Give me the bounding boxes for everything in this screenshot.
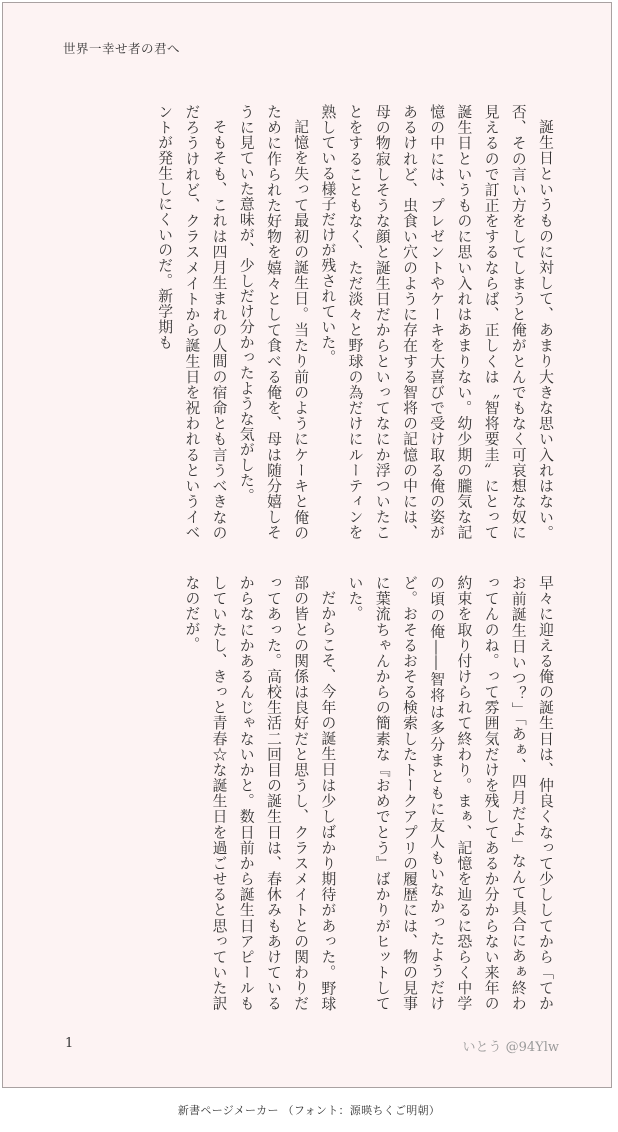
page-number: 1	[65, 1036, 74, 1051]
paragraph: だからこそ、今年の誕生日は少しばかり期待があった。野球部の皆との関係は良好だと思うし、クラスメイトとの関わりだってあった。高校生活二回目の誕生日は、春休みもあけているからなにかあるんじゃないかと。数日前から誕生日アピールもしていたし、きっと青春☆な誕生日を過ごせると思っていた訳なのだが。	[183, 575, 337, 1011]
author-credit: いとう @94Ylw	[462, 1040, 559, 1055]
text-column-top	[65, 104, 559, 540]
paragraph: 早々に迎える俺の誕生日は、仲良くなって少ししてから「てかお前誕生日いつ？」「あぁ、四月だよ」なんて具合にあぁ終わってんのね。って雰囲気だけを残してあるか分からない来年の約束を取り付けられて終わり。まぁ、記憶を辿るに恐らく中学の頃の俺――智将は多分まともに友人もいなかったようだけど。おそるおそる検索したトークアプリの履歴には、物の見事に葉流ちゃんからの簡素な『おめでとう』ばかりがヒットしていた。	[346, 575, 554, 1011]
page-title: 世界一幸せ者の君へ	[63, 41, 181, 56]
text-column-bottom	[65, 575, 559, 1011]
footer-credit: 新書ページメーカー （フォント：源暎ちくご明朝）	[177, 1104, 441, 1117]
book-page	[2, 2, 612, 1088]
paragraph: そもそも、これは四月生まれの人間の宿命とも言うべきなのだろうけれど、クラスメイトから誕生日を祝われるというイベントが発生しにくいのだ。新学期も	[156, 104, 228, 540]
paragraph: 記憶を失って最初の誕生日。当たり前のようにケーキと俺のために作られた好物を嬉々として食べる俺を、母は随分嬉しそうに見ていた意味が、少しだけ分かったような気がした。	[237, 104, 310, 540]
paragraph: 誕生日というものに対して、あまり大きな思い入れはない。否、その言い方をしてしまうと俺がとんでもなく可哀想な奴に見えるので訂正をするならば、正しくは〝智将要圭〟にとって誕生日というものに思い入れはあまりない。幼少期の朧気な記憶の中には、プレゼントやケーキを大喜びで受け取る俺の姿があるけれど、虫食い穴のように存在する智将の記憶の中には、母の物寂しそうな顔と誕生日だからといってなにか浮ついたことをすることもなく、ただ淡々と野球の為だけにルーティンを熟している様子だけが残されていた。	[319, 104, 554, 540]
